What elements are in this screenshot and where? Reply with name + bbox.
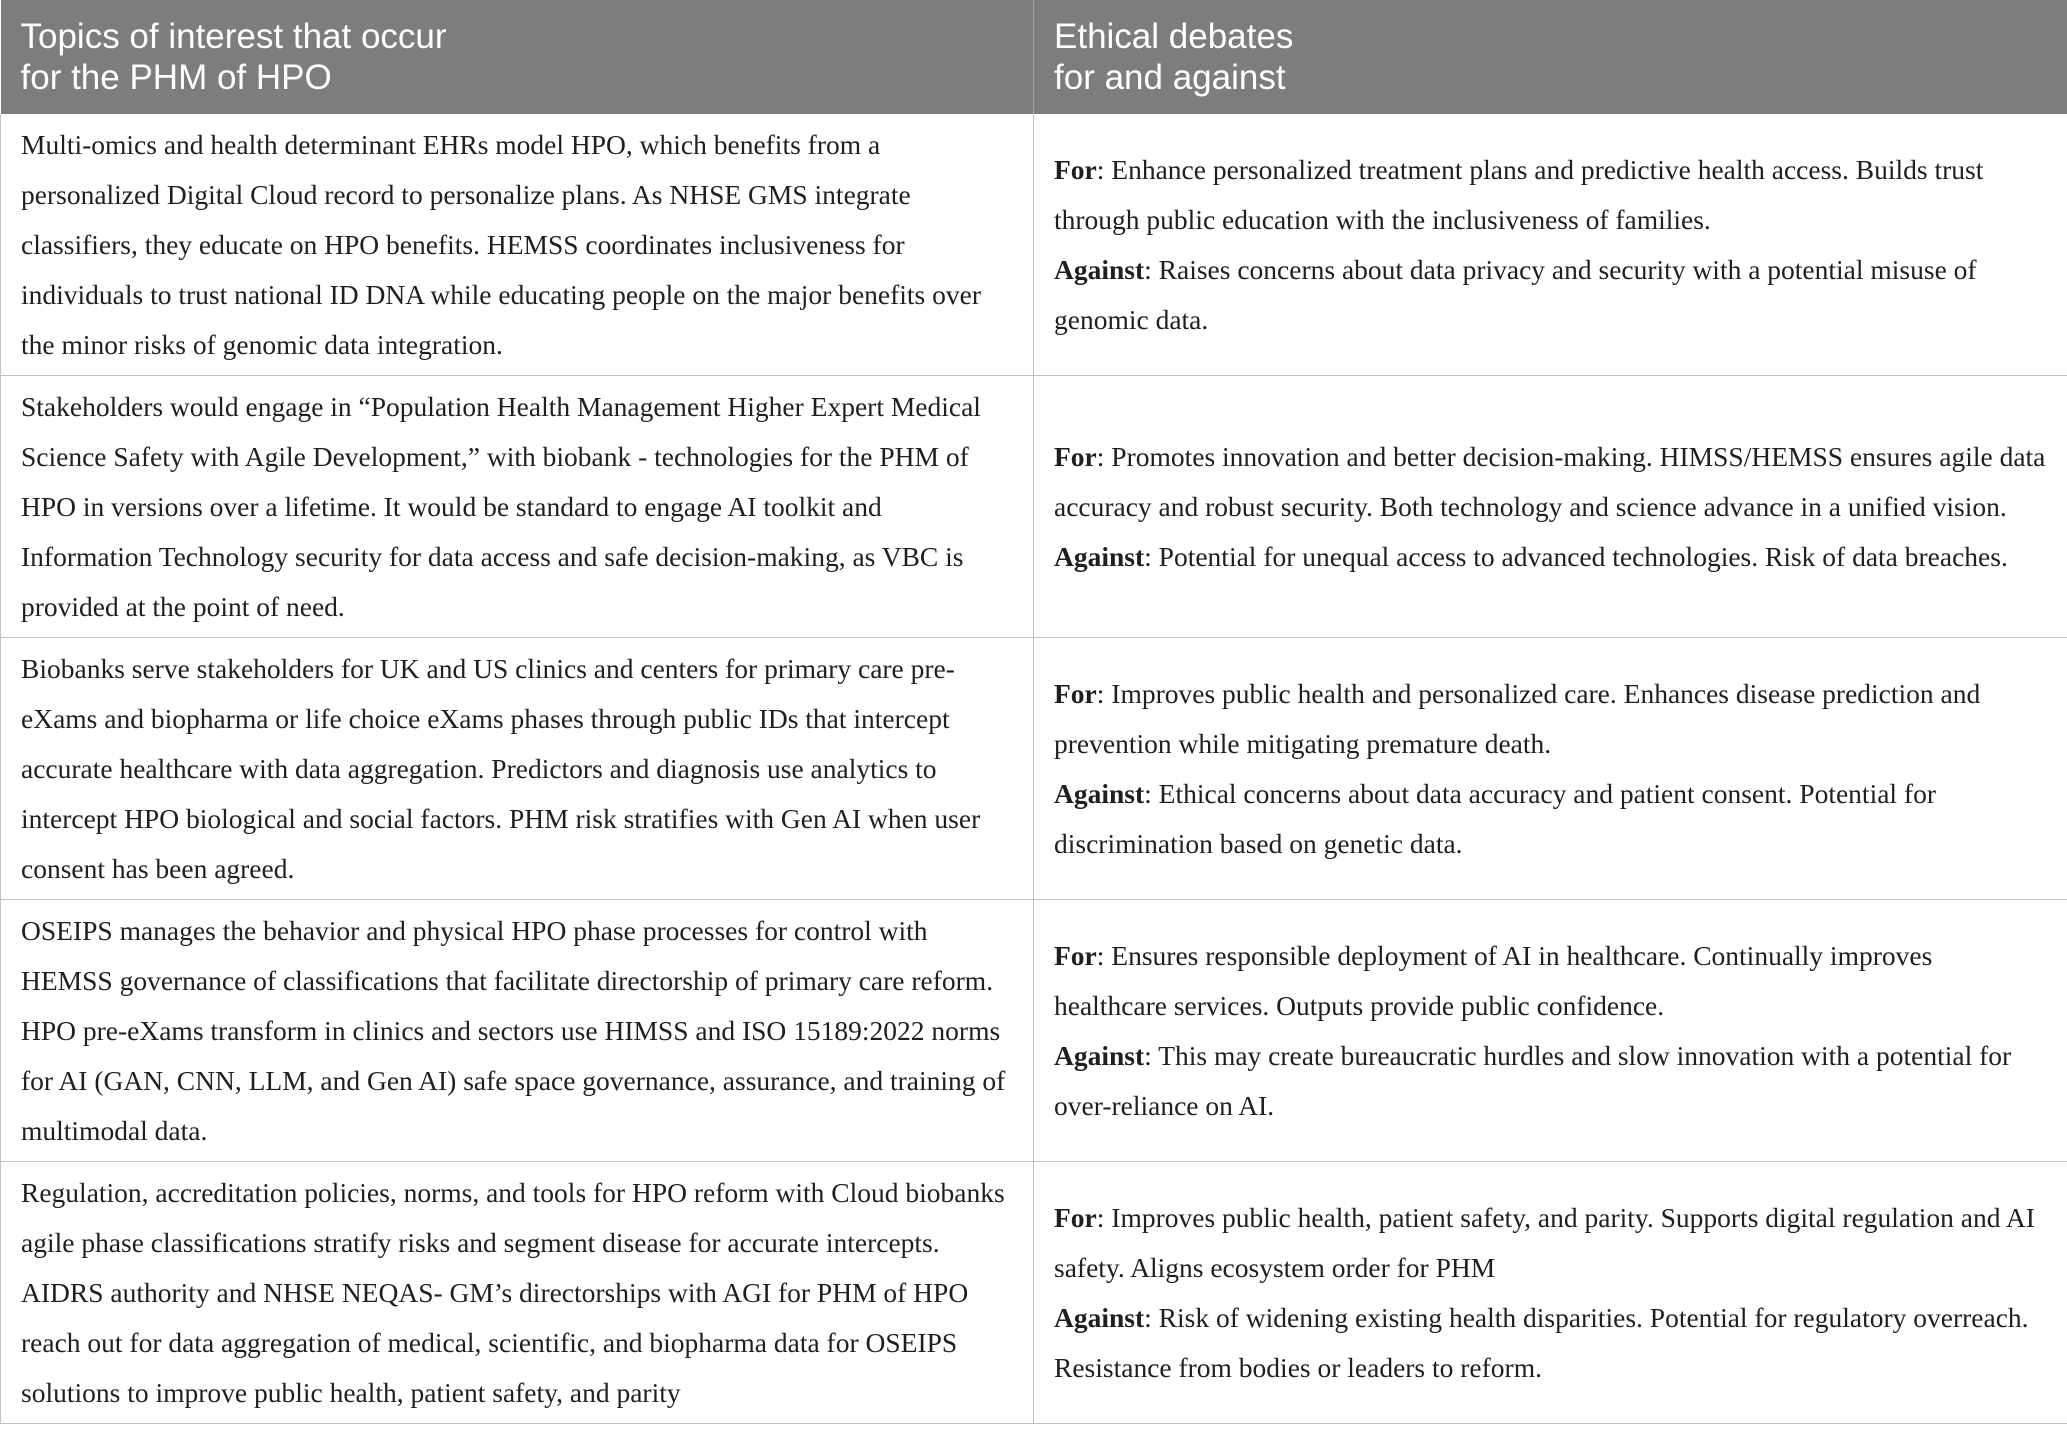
header-debates-line1: Ethical debates [1054,17,1294,56]
debate-cell [1034,376,2067,638]
header-topics [1,0,1034,114]
against-argument [1054,1031,2047,1131]
against-argument [1054,769,2047,869]
for-argument [1054,432,2047,532]
table-row [1,376,2067,638]
table-row [1,1162,2067,1424]
table-row [1,900,2067,1162]
topic-cell: OSEIPS manages the behavior and physical HPO phase processes for control with HEMSS governance of classifications that facilitate directorship of primary care reform. HPO pre-eXams transform in clinics and sectors use HIMSS and ISO 15189:2022 norms for AI (GAN, CNN, LLM, and Gen AI) safe space governance, assurance, and training of multimodal data. [1,900,1034,1162]
against-text: : Ethical concerns about data accuracy and patient consent. Potential for discrimination based on genetic data. [1054,777,1936,859]
for-text: : Ensures responsible deployment of AI in healthcare. Continually improves healthcare services. Outputs provide public confidence. [1054,939,1933,1021]
against-text: : Potential for unequal access to advanced technologies. Risk of data breaches. [1144,540,2008,572]
for-text: : Improves public health, patient safety, and parity. Supports digital regulation and AI safety. Aligns ecosystem order for PHM [1054,1201,2035,1283]
against-argument [1054,532,2047,582]
debate-cell [1034,638,2067,900]
for-label: For [1054,677,1097,709]
for-text: : Enhance personalized treatment plans and predictive health access. Builds trust through public education with the inclusiveness of families. [1054,153,1984,235]
header-debates-line2: for and against [1054,58,1286,97]
against-label: Against [1054,777,1145,809]
topic-cell: Multi-omics and health determinant EHRs model HPO, which benefits from a personalized Digital Cloud record to personalize plans. As NHSE GMS integrate classifiers, they educate on HPO benefits. HEMSS coordinates inclusiveness for individuals to trust national ID DNA while educating people on the major benefits over the minor risks of genomic data integration. [1,114,1034,376]
for-label: For [1054,939,1097,971]
against-label: Against [1054,1301,1145,1333]
for-argument [1054,145,2047,245]
debate-cell [1034,1162,2067,1424]
header-topics-line1: Topics of interest that occur [20,17,447,56]
for-argument [1054,669,2047,769]
for-text: : Promotes innovation and better decision-making. HIMSS/HEMSS ensures agile data accuracy and robust security. Both technology and science advance in a unified vision. [1054,440,2046,522]
debate-cell [1034,114,2067,376]
against-text: : Raises concerns about data privacy and security with a potential misuse of genomic data. [1054,253,1977,335]
for-text: : Improves public health and personalized care. Enhances disease prediction and prevention while mitigating premature death. [1054,677,1981,759]
header-ethical-debates [1034,0,2067,114]
for-label: For [1054,153,1097,185]
for-argument [1054,1193,2047,1293]
header-topics-line2: for the PHM of HPO [20,58,332,97]
topic-cell: Stakeholders would engage in “Population Health Management Higher Expert Medical Science Safety with Agile Development,” with biobank - technologies for the PHM of HPO in versions over a lifetime. It would be standard to engage AI toolkit and Information Technology security for data access and safe decision-making, as VBC is provided at the point of need. [1,376,1034,638]
topic-cell: Biobanks serve stakeholders for UK and US clinics and centers for primary care pre-eXams and biopharma or life choice eXams phases through public IDs that intercept accurate healthcare with data aggregation. Predictors and diagnosis use analytics to intercept HPO biological and social factors. PHM risk stratifies with Gen AI when user consent has been agreed. [1,638,1034,900]
against-text: : This may create bureaucratic hurdles and slow innovation with a potential for over-reliance on AI. [1054,1039,2012,1121]
for-label: For [1054,440,1097,472]
topic-cell: Regulation, accreditation policies, norms, and tools for HPO reform with Cloud biobanks agile phase classifications stratify risks and segment disease for accurate intercepts. AIDRS authority and NHSE NEQAS- GM’s directorships with AGI for PHM of HPO reach out for data aggregation of medical, scientific, and biopharma data for OSEIPS solutions to improve public health, patient safety, and parity [1,1162,1034,1424]
against-argument [1054,245,2047,345]
table-row [1,638,2067,900]
against-argument [1054,1293,2047,1393]
against-label: Against [1054,253,1145,285]
for-label: For [1054,1201,1097,1233]
table-row [1,114,2067,376]
table-header-row [1,0,2067,114]
against-label: Against [1054,1039,1145,1071]
for-argument [1054,931,2047,1031]
against-text: : Risk of widening existing health disparities. Potential for regulatory overreach. Resistance from bodies or leaders to reform. [1054,1301,2029,1383]
debate-cell [1034,900,2067,1162]
against-label: Against [1054,540,1145,572]
